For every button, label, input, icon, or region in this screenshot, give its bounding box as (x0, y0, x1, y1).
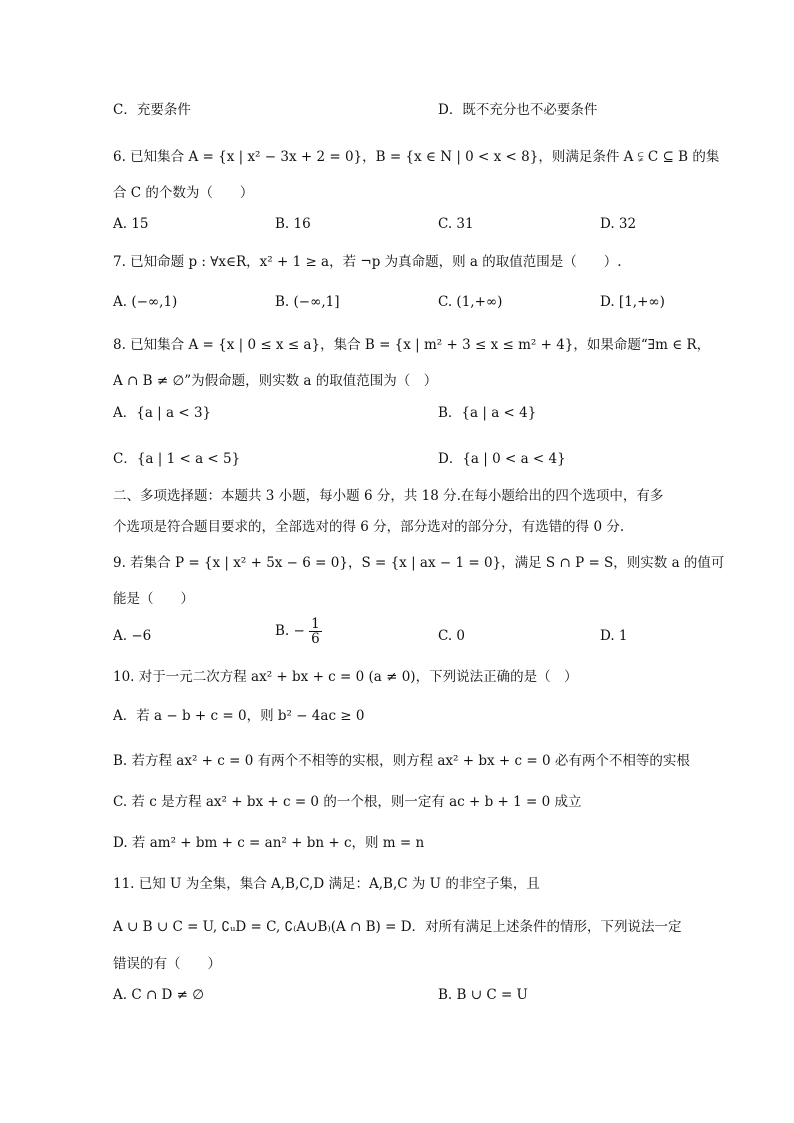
q5-option-d: D．既不充分也不必要条件 (438, 102, 598, 118)
q8-stem-line1: 8. 已知集合 A = {x | 0 ≤ x ≤ a}，集合 B = {x | m² + 3 ≤ x ≤ m² + 4}，如果命题“∃m ∈ R， (113, 337, 711, 353)
q9-option-b-numerator: 1 (311, 616, 320, 632)
q9-option-b (275, 617, 322, 646)
q8-option-d: D．{a | 0 < a < 4} (438, 451, 566, 467)
q10-option-b: B. 若方程 ax² + c = 0 有两个不相等的实根，则方程 ax² + bx + c = 0 必有两个不相等的实根 (113, 753, 690, 769)
q11-stem-line3: 错误的有（ ） (113, 956, 221, 972)
q10-option-c: C. 若 c 是方程 ax² + bx + c = 0 的一个根，则一定有 ac + b + 1 = 0 成立 (113, 794, 582, 810)
q10-option-a: A．若 a − b + c = 0，则 b² − 4ac ≥ 0 (113, 708, 365, 724)
section2-heading-line2: 个选项是符合题目要求的，全部选对的得 6 分，部分选对的部分分，有选错的得 0 分. (113, 519, 625, 535)
q7-option-d: D. [1,+∞) (600, 294, 665, 310)
q8-option-c: C．{a | 1 < a < 5} (113, 451, 241, 467)
q10-option-d: D. 若 am² + bm + c = an² + bn + c，则 m = n (113, 835, 425, 851)
q6-option-d: D. 32 (600, 216, 637, 232)
q7-stem: 7. 已知命题 p : ∀x∈R，x² + 1 ≥ a，若 ¬p 为真命题，则 a 的取值范围是（ ）. (113, 254, 622, 270)
q6-option-b: B. 16 (275, 216, 311, 232)
q9-option-a: A. −6 (113, 628, 152, 644)
q9-option-b-prefix: B. − (275, 623, 305, 639)
q11-option-b: B. B ∪ C = U (438, 987, 528, 1003)
q6-option-c: C. 31 (438, 216, 474, 232)
q7-option-a: A. (−∞,1) (113, 294, 178, 310)
q10-stem: 10. 对于一元二次方程 ax² + bx + c = 0 (a ≠ 0)，下列说法正确的是（ ） (113, 669, 578, 685)
q6-stem-line1: 6. 已知集合 A = {x | x² − 3x + 2 = 0}，B = {x ∈ N | 0 < x < 8}，则满足条件 A ⫋ C ⊆ B 的集 (113, 149, 720, 165)
q9-option-b-denominator: 6 (311, 631, 320, 647)
q9-option-c: C. 0 (438, 628, 466, 644)
q8-option-b: B．{a | a < 4} (438, 405, 537, 421)
q9-stem-line1: 9. 若集合 P = {x | x² + 5x − 6 = 0}，S = {x | ax − 1 = 0}，满足 S ∩ P = S，则实数 a 的值可 (113, 555, 725, 571)
q9-stem-line2: 能是（ ） (113, 591, 194, 607)
q7-option-c: C. (1,+∞) (438, 294, 503, 310)
q11-option-a: A. C ∩ D ≠ ∅ (113, 987, 205, 1003)
q7-option-b: B. (−∞,1] (275, 294, 340, 310)
q8-stem-line2: A ∩ B ≠ ∅”为假命题，则实数 a 的取值范围为（ ） (113, 373, 438, 389)
q8-option-a: A．{a | a < 3} (113, 405, 212, 421)
section2-heading-line1: 二、多项选择题：本题共 3 小题，每小题 6 分，共 18 分.在每小题给出的四个选项中，有多 (113, 488, 664, 504)
q9-option-b-fraction (309, 617, 322, 646)
q9-option-d: D. 1 (600, 628, 628, 644)
q11-stem-line2: A ∪ B ∪ C = U, ∁ᵤD = C, ∁₍A∪B₎(A ∩ B) = D．对所有满足上述条件的情形，下列说法一定 (113, 919, 682, 935)
q11-stem-line1: 11. 已知 U 为全集，集合 A,B,C,D 满足：A,B,C 为 U 的非空子集，且 (113, 876, 540, 892)
q5-option-c: C．充要条件 (113, 102, 191, 118)
q6-stem-line2: 合 C 的个数为（ ） (113, 185, 254, 201)
q6-option-a: A. 15 (113, 216, 149, 232)
